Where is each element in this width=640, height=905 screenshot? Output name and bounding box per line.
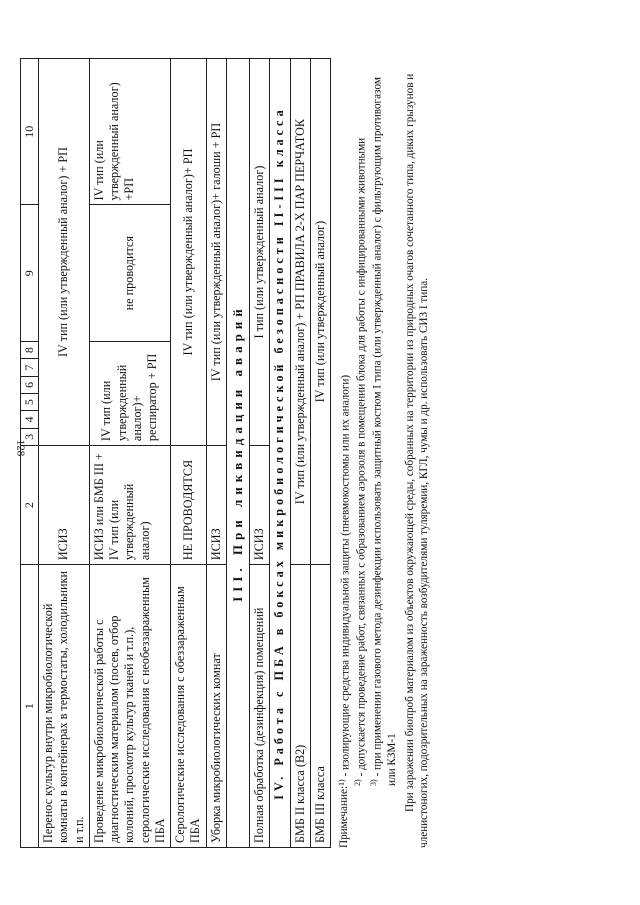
- table-row: [250, 58, 270, 847]
- row-ppe-value: IV тип (или утвержденный аналог)+ респиратор + РП: [89, 341, 170, 445]
- note-item: Примечание: $^{1)}$ - изолирующие средства индивидуальной защиты (пневмокостюмы или их аналоги): [337, 374, 352, 848]
- row-class-ii-value: ИСИЗ: [39, 445, 90, 564]
- row-activity: Перенос культур внутри микробиологической комнаты в контейнерах в термостаты, холодильники и т.п.: [39, 564, 90, 847]
- rotated-page: [20, 58, 620, 848]
- row-activity: Проведение микробиологической работы с диагностическим материалом (посев, отбор колоний, просмотр культур тканей и т.п.), серологические исследования с необеззараженным ПБА: [89, 564, 170, 847]
- row-class-ii-value: НЕ ПРОВОДЯТСЯ: [171, 445, 207, 564]
- row-ppe-value: I тип (или утвержденный аналог): [250, 58, 270, 445]
- col-header-1: 1: [21, 564, 39, 847]
- row-activity: БМБ II класса (В2): [290, 564, 310, 847]
- col-header-10: 10: [21, 58, 39, 204]
- notes-block: [337, 58, 431, 848]
- ppe-table: [20, 58, 331, 848]
- row-ppe-value: IV тип (или утвержденный аналог) + РП ПРАВИЛА 2-Х ПАР ПЕРЧАТОК: [290, 58, 310, 564]
- col-header-8: 8: [21, 341, 39, 358]
- table-row: [39, 58, 90, 847]
- row-class-ii-value: ИСИЗ: [250, 445, 270, 564]
- table-row: [290, 58, 310, 847]
- row-activity: Серологические исследования с обеззараженным ПБА: [171, 564, 207, 847]
- row-ppe-value: IV тип (или утвержденный аналог) + РП: [39, 58, 90, 445]
- row-activity: Полная обработка (дезинфекция) помещений: [250, 564, 270, 847]
- col-header-9: 9: [21, 204, 39, 340]
- row-class-ii-value: ИСИЗ или БМБ III + IV тип (или утвержденный аналог): [89, 445, 170, 564]
- row-class-ii-value: ИСИЗ: [206, 445, 226, 564]
- col-header-3: 3: [21, 428, 39, 445]
- page-number: 128: [14, 439, 27, 457]
- header-row: [21, 58, 39, 847]
- table-row: [206, 58, 226, 847]
- row-col9-value: не проводится: [89, 204, 170, 340]
- section-header-row: [270, 58, 290, 847]
- table-row: [310, 58, 330, 847]
- section-title: III. При ликвидации аварий: [226, 58, 249, 847]
- note-3: - при применении газового метода дезинфекции использовать защитный костюм I типа (или утвержденный аналог) с фильтрующим противогазом или КЗМ-1: [371, 76, 399, 786]
- table-row: [89, 58, 170, 847]
- col-header-7: 7: [21, 358, 39, 375]
- col-header-2: 2: [21, 445, 39, 564]
- col-header-5: 5: [21, 393, 39, 410]
- note-2: - допускается проведение работ, связанных с образованием аэрозоля в помещении блока для работы с инфицированными животными: [355, 137, 368, 777]
- row-activity: Уборка микробиологических комнат: [206, 564, 226, 847]
- section-header-row: [226, 58, 249, 847]
- row-ppe-value: IV тип (или утвержденный аналог)+ РП: [171, 58, 207, 445]
- table-row: [171, 58, 207, 847]
- note-item: $^{3)}$ - при применении газового метода дезинфекции использовать защитный костюм I типа (или утвержденный аналог) с фильтрующим противогазом или КЗМ-1: [369, 76, 399, 786]
- row-ppe-value: IV тип (или утвержденный аналог)+ галоши + РП: [206, 58, 226, 445]
- note-paragraph: При заражении биопроб материалом из объектов окружающей среды, собранных на территории из природных очагов сочетанного типа, диких грызунов и членистоногих, подозрительных на зараженность возбудителями туляремии, КГЛ, чумы и др. использовать СИЗ I типа.: [403, 73, 430, 848]
- row-col10-value: IV тип (или утвержденный аналог) +РП: [89, 58, 170, 204]
- note-item: $^{2)}$ - допускается проведение работ, связанных с образованием аэрозоля в помещении блока для работы с инфицированными животными: [353, 137, 368, 786]
- row-activity: БМБ III класса: [310, 564, 330, 847]
- notes-label: Примечание:: [338, 785, 350, 848]
- note-1: - изолирующие средства индивидуальной защиты (пневмокостюмы или их аналоги): [339, 374, 352, 777]
- col-header-4: 4: [21, 410, 39, 427]
- col-header-6: 6: [21, 376, 39, 393]
- section-title: IV. Работа с ПБА в боксах микробиологической безопасности II-III класса: [270, 58, 290, 847]
- row-ppe-value: IV тип (или утвержденный аналог): [310, 58, 330, 564]
